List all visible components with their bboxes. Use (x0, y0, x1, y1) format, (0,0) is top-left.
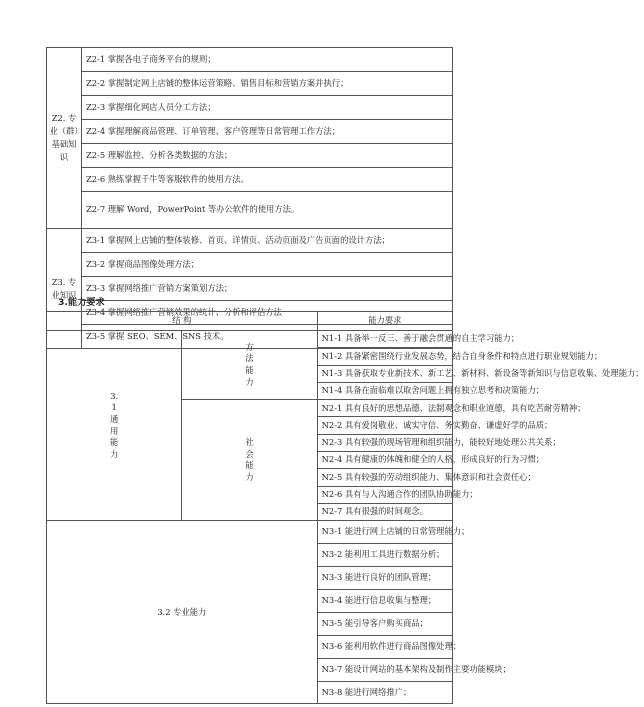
table-row (47, 120, 453, 144)
ability-item: N2-7 具有很强的时间观念。 (317, 503, 452, 520)
ability-item: N3-1 能进行网上店铺的日常管理能力； (317, 521, 452, 544)
ability-item: N3-2 能利用工具进行数据分析； (317, 544, 452, 567)
table-row (47, 168, 453, 192)
table-header-row (47, 312, 453, 331)
ability-item: N2-5 具有较强的劳动组织能力、集体意识和社会责任心； (317, 469, 452, 486)
ability-table (46, 311, 644, 704)
method-ability-cell (182, 331, 317, 400)
method-ability-label: 方法能力 (245, 341, 254, 387)
ability-item: N2-6 具有与人沟通合作的团队协助能力； (317, 486, 452, 503)
table-row (47, 331, 453, 348)
ability-item: N2-1 具有良好的思想品德、法制观念和职业道德，具有吃苦耐劳精神； (317, 400, 452, 417)
general-ability-label: 3.1 通用能力 (110, 390, 119, 459)
category-cell-z3: Z3. 专业知识 (47, 229, 82, 349)
table-row (47, 48, 453, 72)
knowledge-item: Z3-3 掌握网络推广营销方案策划方法； (82, 277, 453, 301)
knowledge-item: Z3-2 掌握商品图像处理方法； (82, 253, 453, 277)
knowledge-item: Z3-5 掌握 SEO、SEM、SNS 技术。 (82, 325, 453, 349)
table-row (47, 229, 453, 253)
knowledge-table (46, 47, 453, 349)
header-requirement: 能力要求 (317, 312, 452, 331)
table-row (47, 144, 453, 168)
ability-item: N1-3 具备获取专业新技术、新工艺、新材料、新设备等新知识与信息收集、处理能力； (317, 365, 452, 382)
table-row (47, 192, 453, 229)
table-row (47, 277, 453, 301)
table-row (47, 253, 453, 277)
professional-ability-cell: 3.2 专业能力 (47, 521, 318, 704)
ability-item: N3-3 能进行良好的团队管理； (317, 567, 452, 590)
table-row (47, 72, 453, 96)
header-structure: 结 构 (47, 312, 318, 331)
social-ability-cell (182, 400, 317, 521)
general-ability-cell (47, 331, 182, 521)
knowledge-item: Z2-7 理解 Word，PowerPoint 等办公软件的使用方法。 (82, 192, 453, 229)
knowledge-item: Z2-5 理解监控、分析各类数据的方法； (82, 144, 453, 168)
section-title: 3.能力要求 (58, 297, 105, 308)
ability-item: N2-4 具有健康的体魄和健全的人格，形成良好的行为习惯； (317, 452, 452, 469)
knowledge-item: Z2-6 熟练掌握千牛等客服软件的使用方法。 (82, 168, 453, 192)
knowledge-item: Z2-3 掌握细化网店人员分工方法； (82, 96, 453, 120)
ability-item: N3-5 能引导客户购买商品； (317, 612, 452, 635)
ability-item: N3-4 能进行信息收集与整理； (317, 589, 452, 612)
ability-item: N3-6 能利用软件进行商品图像处理； (317, 635, 452, 658)
table-row (47, 521, 453, 544)
ability-item: N2-3 具有较强的现场管理和组织能力，能较好地处理公共关系； (317, 434, 452, 451)
social-ability-label: 社会能力 (245, 437, 254, 482)
knowledge-item: Z3-4 掌握网络推广营销效果的统计、分析和评估方法 (82, 301, 453, 325)
ability-item: N1-4 具备在面临难以取舍问题上拥有独立思考和决策能力； (317, 382, 452, 399)
ability-item: N2-2 具有爱岗敬业、诚实守信、务实勤奋、谦虚好学的品质； (317, 417, 452, 434)
knowledge-item: Z2-1 掌握各电子商务平台的规则； (82, 48, 453, 72)
knowledge-item: Z2-4 掌握理解商品管理、订单管理、客户管理等日常管理工作方法； (82, 120, 453, 144)
ability-item: N1-2 具备紧密围绕行业发展态势，结合自身条件和特点进行职业规划能力； (317, 348, 452, 365)
knowledge-item: Z3-1 掌握网上店铺的整体装修、首页、详情页、活动页面及广告页面的设计方法； (82, 229, 453, 253)
category-cell-z2: Z2. 专业（群）基础知识 (47, 48, 82, 229)
ability-item: N3-8 能进行网络推广； (317, 681, 452, 704)
ability-item: N3-7 能设计网站的基本架构及制作主要功能模块； (317, 658, 452, 681)
table-row (47, 96, 453, 120)
knowledge-item: Z2-2 掌握制定网上店铺的整体运营策略、销售目标和营销方案并执行； (82, 72, 453, 96)
ability-item: N1-1 具备举一反三、善于融会贯通的自主学习能力； (317, 331, 452, 348)
